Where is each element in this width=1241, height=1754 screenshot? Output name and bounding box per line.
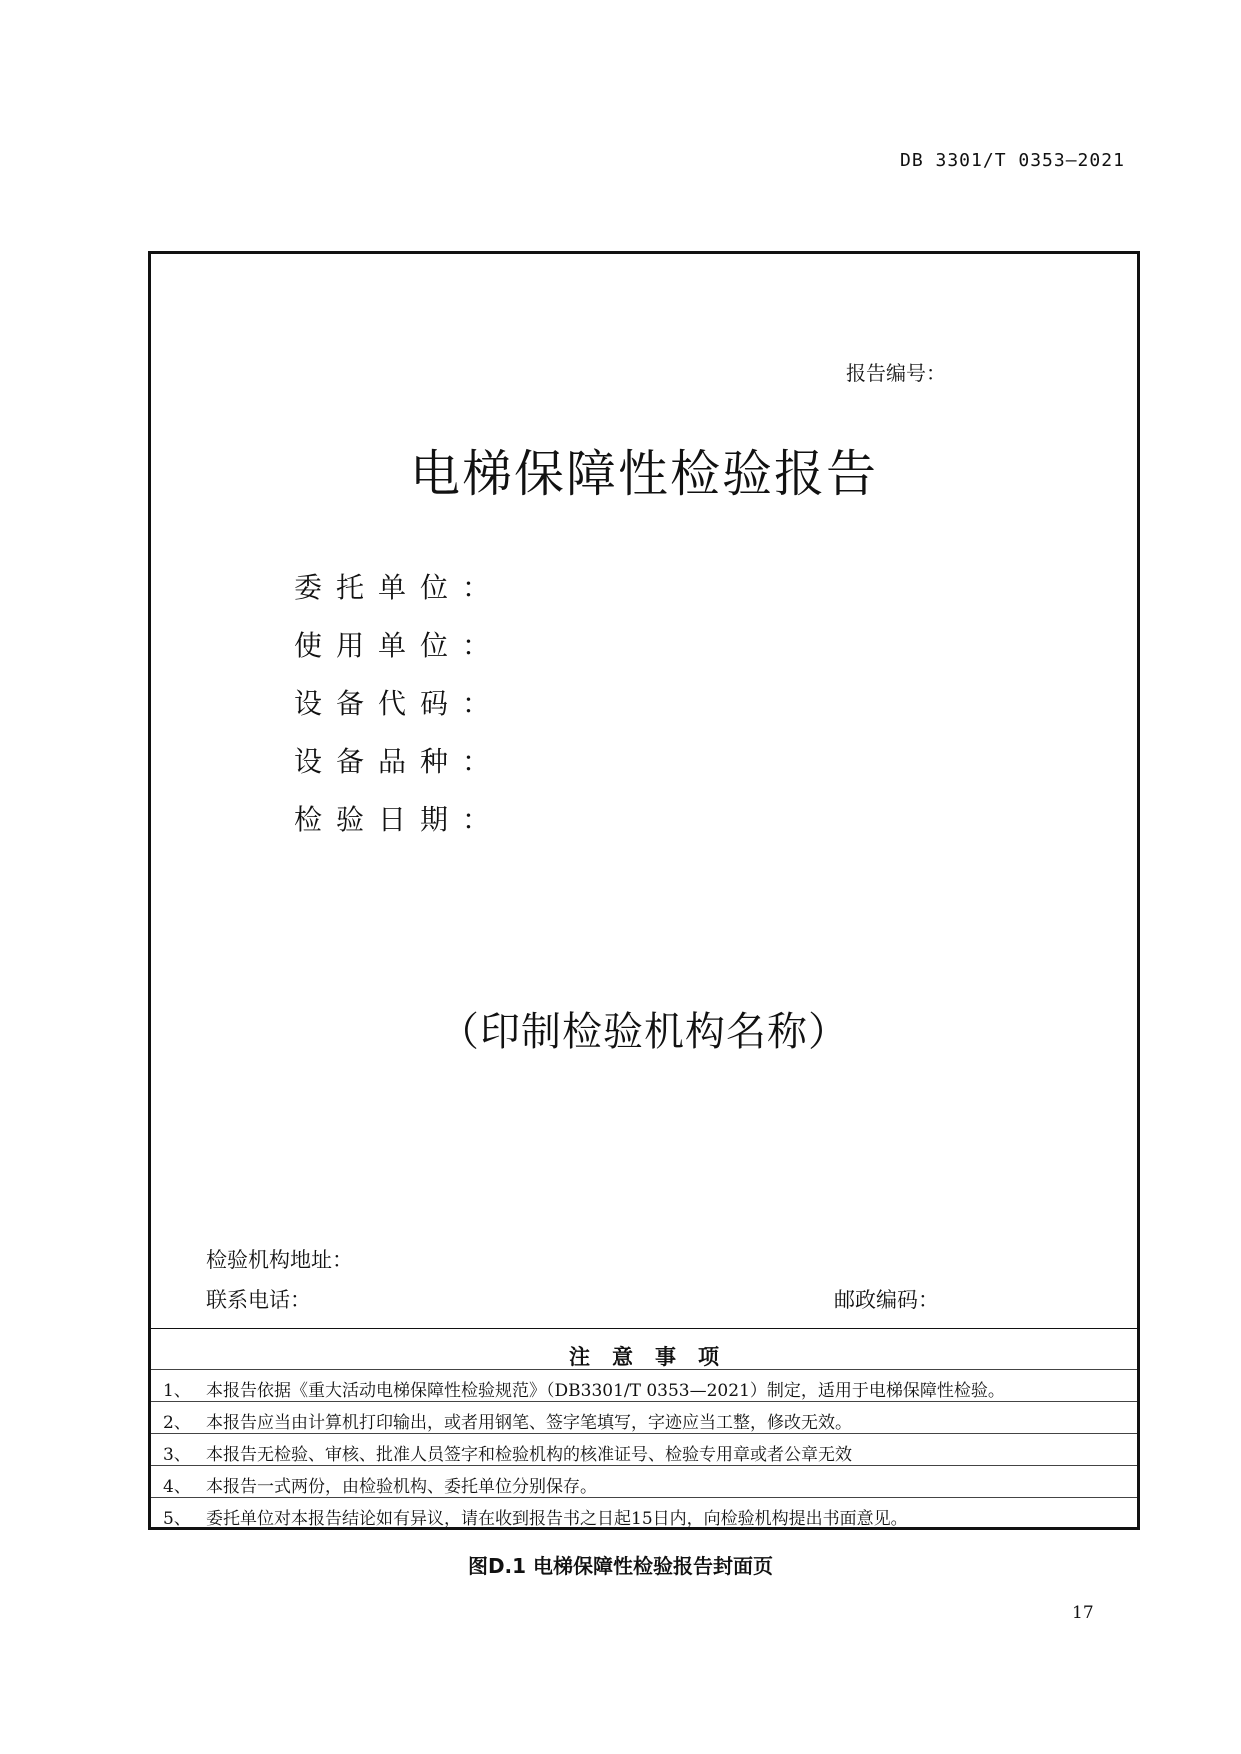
note-item — [151, 1433, 1137, 1466]
page-number: 17 — [1072, 1603, 1094, 1623]
note-text: 本报告依据《重大活动电梯保障性检验规范》（DB3301/T 0353—2021）制定，适用于电梯保障性检验。 — [206, 1381, 1005, 1401]
field-equipment-code: 设备代码： — [294, 687, 505, 720]
organization-name-placeholder: （印制检验机构名称） — [439, 1009, 849, 1055]
report-title: 电梯保障性检验报告 — [410, 445, 878, 503]
note-item — [151, 1465, 1137, 1498]
notes-title: 注意事项 — [569, 1345, 741, 1369]
note-index: 5、 — [163, 1509, 191, 1529]
notes-section — [151, 1328, 1137, 1529]
postal-code-label: 邮政编码： — [834, 1288, 939, 1312]
field-equipment-type: 设备品种： — [294, 745, 505, 778]
note-index: 1、 — [163, 1381, 191, 1401]
note-item — [151, 1497, 1137, 1530]
note-text: 委托单位对本报告结论如有异议，请在收到报告书之日起15日内，向检验机构提出书面意见。 — [206, 1509, 908, 1529]
report-cover-frame — [148, 251, 1140, 1530]
note-text: 本报告一式两份，由检验机构、委托单位分别保存。 — [206, 1477, 597, 1497]
phone-label: 联系电话： — [206, 1288, 311, 1312]
note-text: 本报告无检验、审核、批准人员签字和检验机构的核准证号、检验专用章或者公章无效 — [206, 1445, 852, 1465]
field-entrusting-unit: 委托单位： — [294, 571, 505, 604]
field-inspection-date: 检验日期： — [294, 803, 505, 836]
standard-number: DB 3301/T 0353—2021 — [900, 150, 1125, 171]
note-text: 本报告应当由计算机打印输出，或者用钢笔、签字笔填写，字迹应当工整，修改无效。 — [206, 1413, 852, 1433]
note-index: 2、 — [163, 1413, 191, 1433]
report-number-label: 报告编号： — [846, 361, 946, 385]
address-label: 检验机构地址： — [206, 1248, 353, 1272]
note-item — [151, 1369, 1137, 1402]
note-index: 3、 — [163, 1445, 191, 1465]
note-item — [151, 1401, 1137, 1434]
note-index: 4、 — [163, 1477, 191, 1497]
figure-caption: 图D.1 电梯保障性检验报告封面页 — [467, 1554, 774, 1578]
field-user-unit: 使用单位： — [294, 629, 505, 662]
